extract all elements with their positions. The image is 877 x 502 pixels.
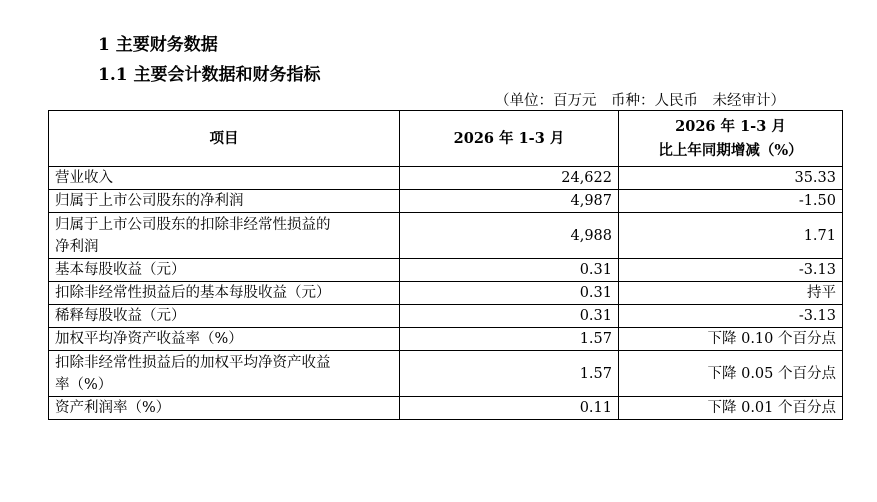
table-row bbox=[49, 328, 843, 351]
row-change: 持平 bbox=[619, 282, 843, 305]
row-item-line1: 归属于上市公司股东的扣除非经常性损益的 bbox=[55, 216, 331, 233]
row-item-line2: 率（%） bbox=[55, 376, 113, 393]
unit-note: （单位：百万元 币种：人民币 未经审计） bbox=[495, 93, 785, 109]
table-row bbox=[49, 351, 843, 397]
row-value: 0.31 bbox=[400, 305, 619, 328]
header-change-line2: 比上年同期增减（%） bbox=[658, 141, 803, 159]
row-change: 1.71 bbox=[619, 213, 843, 259]
row-item: 归属于上市公司股东的净利润 bbox=[49, 190, 400, 213]
table-row bbox=[49, 397, 843, 420]
row-value: 0.31 bbox=[400, 259, 619, 282]
table-row bbox=[49, 190, 843, 213]
row-item: 稀释每股收益（元） bbox=[49, 305, 400, 328]
row-value: 24,622 bbox=[400, 167, 619, 190]
row-item: 加权平均净资产收益率（%） bbox=[49, 328, 400, 351]
row-value: 4,987 bbox=[400, 190, 619, 213]
row-item: 资产利润率（%） bbox=[49, 397, 400, 420]
row-value: 1.57 bbox=[400, 328, 619, 351]
row-value: 0.31 bbox=[400, 282, 619, 305]
row-item-line2: 净利润 bbox=[55, 238, 99, 255]
subsection-heading: 1.1 主要会计数据和财务指标 bbox=[98, 65, 321, 85]
table-row bbox=[49, 282, 843, 305]
row-value: 4,988 bbox=[400, 213, 619, 259]
row-change: 下降 0.01 个百分点 bbox=[619, 397, 843, 420]
row-change: 35.33 bbox=[619, 167, 843, 190]
row-change: 下降 0.05 个百分点 bbox=[619, 351, 843, 397]
header-period: 2026 年 1-3 月 bbox=[400, 111, 619, 167]
row-value: 1.57 bbox=[400, 351, 619, 397]
table-header-row bbox=[49, 111, 843, 167]
row-item bbox=[49, 213, 400, 259]
table-row bbox=[49, 213, 843, 259]
row-change: -1.50 bbox=[619, 190, 843, 213]
row-item-line1: 扣除非经常性损益后的加权平均净资产收益 bbox=[55, 354, 331, 371]
row-item: 扣除非经常性损益后的基本每股收益（元） bbox=[49, 282, 400, 305]
table-row bbox=[49, 167, 843, 190]
row-change: -3.13 bbox=[619, 305, 843, 328]
header-change-line1: 2026 年 1-3 月 bbox=[675, 117, 786, 135]
row-item: 营业收入 bbox=[49, 167, 400, 190]
row-item: 基本每股收益（元） bbox=[49, 259, 400, 282]
header-item: 项目 bbox=[49, 111, 400, 167]
row-value: 0.11 bbox=[400, 397, 619, 420]
row-item bbox=[49, 351, 400, 397]
row-change: -3.13 bbox=[619, 259, 843, 282]
row-change: 下降 0.10 个百分点 bbox=[619, 328, 843, 351]
table-row bbox=[49, 305, 843, 328]
section-heading: 1 主要财务数据 bbox=[98, 35, 218, 55]
financial-data-table bbox=[48, 110, 843, 420]
header-change bbox=[619, 111, 843, 167]
table-row bbox=[49, 259, 843, 282]
